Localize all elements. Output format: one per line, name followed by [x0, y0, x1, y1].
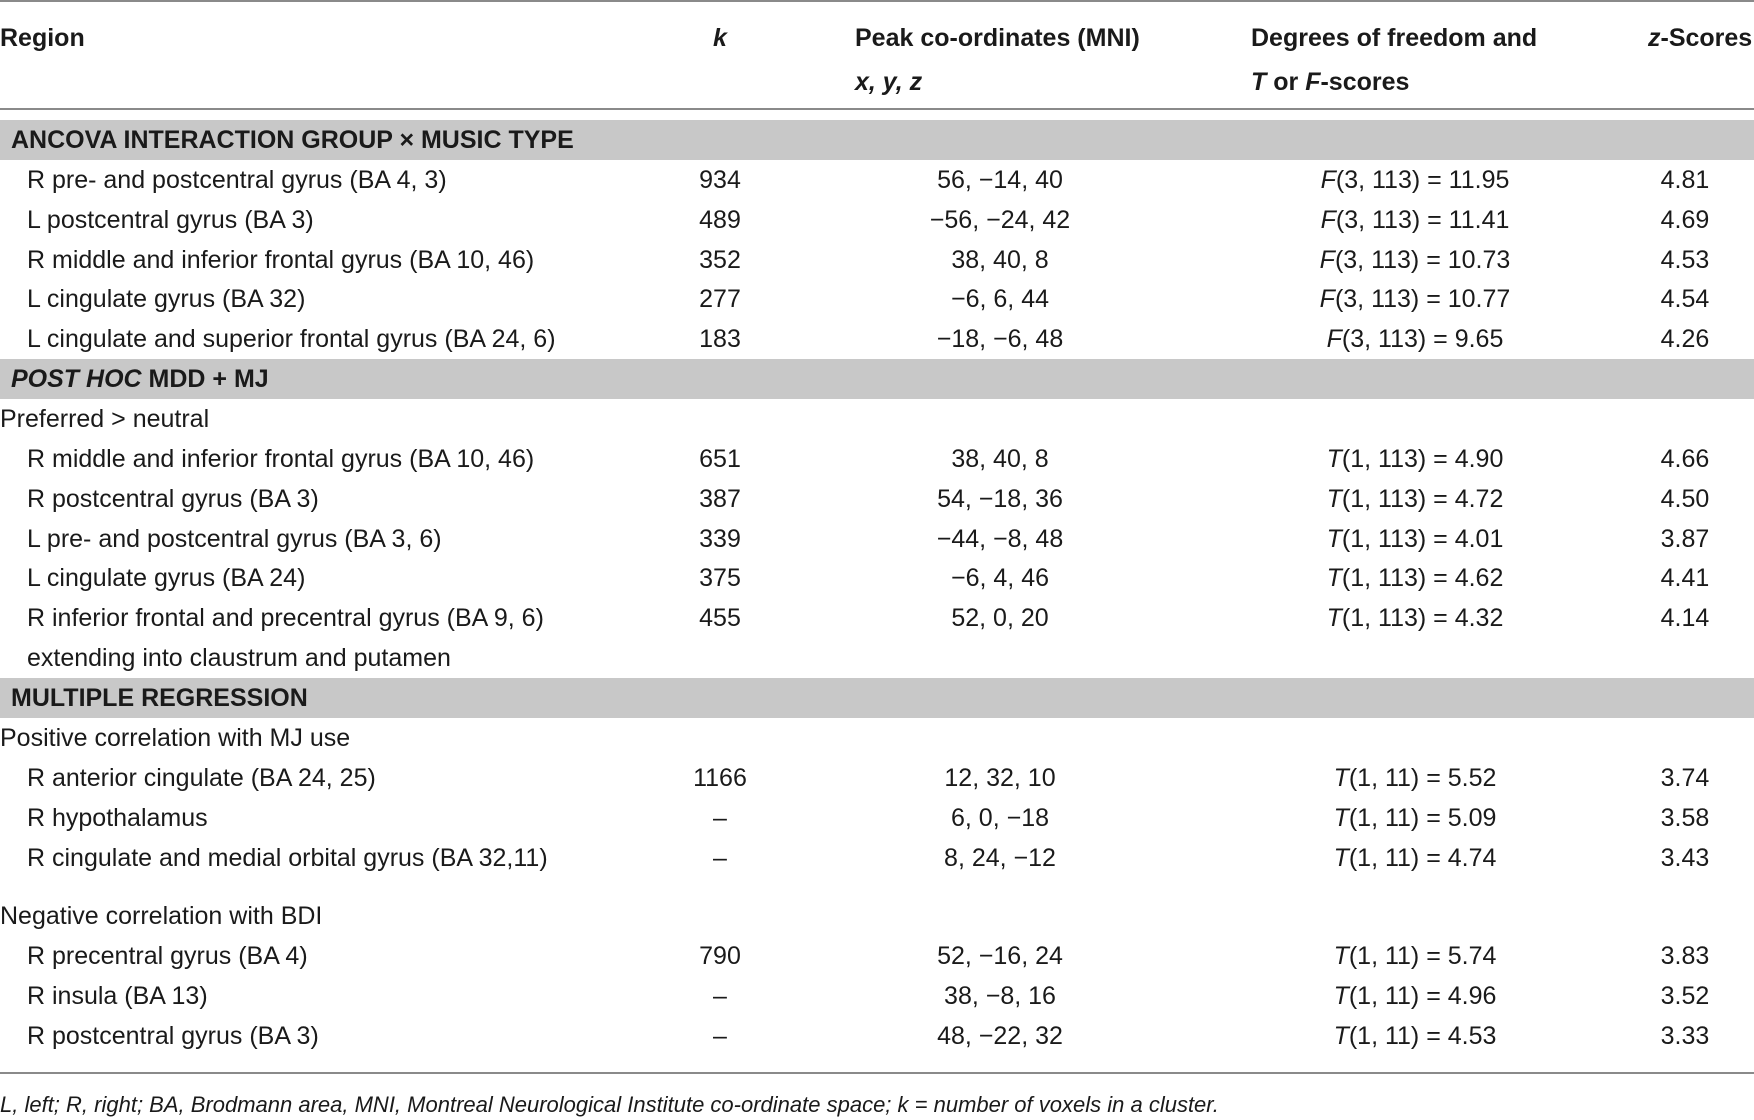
k-cell: 352 — [699, 245, 741, 274]
k-cell: – — [713, 843, 727, 872]
peak-cell: 12, 32, 10 — [944, 764, 1056, 792]
k-cell: – — [713, 803, 727, 832]
peak-cell: 48, −22, 32 — [937, 1021, 1063, 1050]
table-row — [0, 1016, 1754, 1056]
z-cell: 4.26 — [1660, 325, 1710, 354]
subhead-negative — [0, 896, 1754, 936]
stat-letter: T — [1326, 564, 1342, 593]
peak-cell: 52, −16, 24 — [937, 942, 1063, 970]
table-bottom-rule — [0, 1072, 1754, 1074]
table-row — [0, 598, 1754, 638]
subhead-preferred — [0, 399, 1754, 439]
z-cell: 3.58 — [1660, 803, 1710, 832]
stat-letter: T — [1326, 484, 1342, 513]
subhead-label: Preferred > neutral — [0, 405, 210, 433]
region-cell: R cingulate and medial orbital gyrus (BA 32,11) — [27, 843, 548, 872]
z-cell: 4.53 — [1660, 245, 1710, 274]
stat-value: (3, 113) = 11.41 — [1335, 205, 1510, 234]
table-row — [0, 319, 1754, 359]
region-cell: R postcentral gyrus (BA 3) — [27, 1021, 319, 1050]
header-peak-line2: x, y, z — [855, 68, 923, 96]
stat-value: (3, 113) = 10.77 — [1334, 285, 1511, 314]
region-cell: R middle and inferior frontal gyrus (BA 10, 46) — [27, 245, 535, 274]
header-k: k — [713, 24, 727, 52]
table-row — [0, 798, 1754, 838]
header-z: z-Scores — [1648, 24, 1753, 52]
table-row — [0, 838, 1754, 878]
header-stat — [1251, 16, 1537, 104]
region-cell: R insula (BA 13) — [27, 981, 208, 1010]
section-regression — [0, 678, 1754, 718]
table-row — [0, 279, 1754, 319]
stat-letter: T — [1326, 445, 1342, 473]
k-cell: 651 — [699, 445, 741, 473]
stat-letter: F — [1320, 205, 1336, 234]
table-row — [0, 558, 1754, 598]
header-stat-line1: Degrees of freedom and — [1251, 24, 1538, 52]
z-cell: 3.74 — [1660, 764, 1710, 792]
table-footnote: L, left; R, right; BA, Brodmann area, MNI, Montreal Neurological Institute co-ordinate space; k = number of voxels in a cluster. — [0, 1092, 1219, 1117]
header-region: Region — [0, 24, 85, 52]
peak-cell: 54, −18, 36 — [937, 484, 1063, 513]
table-row-continuation — [0, 638, 1754, 678]
region-cell: L postcentral gyrus (BA 3) — [27, 205, 314, 234]
peak-cell: −6, 6, 44 — [951, 285, 1049, 314]
stat-letter: F — [1326, 325, 1342, 354]
section-title: ANCOVA INTERACTION GROUP × MUSIC TYPE — [11, 126, 574, 154]
stat-value: (1, 11) = 4.53 — [1348, 1021, 1497, 1050]
stat-cell — [1220, 200, 1610, 240]
peak-cell: −18, −6, 48 — [936, 325, 1064, 354]
stat-cell — [1220, 936, 1610, 976]
stat-cell — [1220, 319, 1610, 359]
stat-letter: F — [1320, 166, 1336, 194]
k-cell: 790 — [699, 942, 741, 970]
stat-cell — [1220, 439, 1610, 479]
region-cell: L cingulate gyrus (BA 32) — [27, 285, 306, 314]
table-row — [0, 479, 1754, 519]
stat-letter: T — [1333, 764, 1349, 792]
region-cell: R anterior cingulate (BA 24, 25) — [27, 764, 376, 792]
k-cell: 934 — [699, 166, 741, 194]
k-cell: 339 — [699, 524, 741, 553]
table-row — [0, 160, 1754, 200]
stat-cell — [1220, 838, 1610, 878]
subhead-label: Negative correlation with BDI — [0, 902, 323, 930]
z-cell: 4.50 — [1660, 484, 1710, 513]
stat-letter: T — [1333, 981, 1349, 1010]
table-row — [0, 758, 1754, 798]
stat-letter: T — [1333, 1021, 1349, 1050]
stat-value: (3, 113) = 10.73 — [1334, 245, 1511, 274]
stat-letter: T — [1333, 942, 1349, 970]
z-cell: 3.83 — [1660, 942, 1710, 970]
z-cell: 4.81 — [1660, 166, 1710, 194]
region-cell: R hypothalamus — [27, 803, 208, 832]
stat-letter: F — [1319, 245, 1335, 274]
k-cell: 1166 — [693, 764, 747, 792]
k-cell: 375 — [699, 564, 741, 593]
stat-cell — [1220, 1016, 1610, 1056]
header-peak-line1: Peak co-ordinates (MNI) — [855, 24, 1140, 52]
z-cell: 4.41 — [1660, 564, 1710, 593]
stat-value: (1, 113) = 4.01 — [1341, 524, 1504, 553]
subhead-label: Positive correlation with MJ use — [0, 724, 351, 752]
section-posthoc — [0, 359, 1754, 399]
k-cell: 455 — [699, 604, 741, 633]
stat-letter: F — [1319, 285, 1335, 314]
header-peak — [855, 16, 1140, 104]
region-cell: extending into claustrum and putamen — [27, 644, 451, 672]
region-cell: R pre- and postcentral gyrus (BA 4, 3) — [27, 166, 447, 194]
stat-value: (1, 11) = 5.74 — [1348, 942, 1497, 970]
header-rule — [0, 108, 1754, 110]
z-cell: 3.33 — [1660, 1021, 1710, 1050]
k-cell: 183 — [699, 325, 741, 354]
peak-cell: 6, 0, −18 — [951, 803, 1049, 832]
peak-cell: 38, 40, 8 — [951, 445, 1049, 473]
stat-value: (3, 113) = 11.95 — [1335, 166, 1510, 194]
stat-letter: T — [1333, 803, 1349, 832]
table-row — [0, 519, 1754, 559]
peak-cell: 38, −8, 16 — [944, 981, 1056, 1010]
stat-value: (1, 113) = 4.90 — [1341, 445, 1504, 473]
table-row — [0, 976, 1754, 1016]
stat-cell — [1220, 798, 1610, 838]
stat-letter: T — [1326, 524, 1342, 553]
stat-cell — [1220, 279, 1610, 319]
z-cell: 4.54 — [1660, 285, 1710, 314]
k-cell: 387 — [699, 484, 741, 513]
table-row — [0, 439, 1754, 479]
k-cell: – — [713, 981, 727, 1010]
header-stat-line2: T or F-scores — [1251, 68, 1410, 96]
z-cell: 4.66 — [1660, 445, 1710, 473]
peak-cell: −6, 4, 46 — [951, 564, 1049, 593]
stat-value: (1, 11) = 5.52 — [1348, 764, 1497, 792]
region-cell: R inferior frontal and precentral gyrus (BA 9, 6) — [27, 604, 544, 633]
stat-cell — [1220, 519, 1610, 559]
stat-value: (3, 113) = 9.65 — [1341, 325, 1504, 354]
peak-cell: −44, −8, 48 — [936, 524, 1064, 553]
stat-cell — [1220, 558, 1610, 598]
peak-cell: −56, −24, 42 — [929, 205, 1071, 234]
stat-value: (1, 11) = 5.09 — [1348, 803, 1497, 832]
stat-value: (1, 113) = 4.72 — [1341, 484, 1504, 513]
peak-cell: 56, −14, 40 — [937, 166, 1063, 194]
region-cell: R postcentral gyrus (BA 3) — [27, 484, 319, 513]
z-cell: 3.87 — [1660, 524, 1710, 553]
z-cell: 4.69 — [1660, 205, 1710, 234]
table-top-rule — [0, 0, 1754, 2]
z-cell: 3.43 — [1660, 843, 1710, 872]
stat-cell — [1220, 240, 1610, 280]
stat-letter: T — [1333, 843, 1349, 872]
z-cell: 4.14 — [1660, 604, 1710, 633]
region-cell: R middle and inferior frontal gyrus (BA 10, 46) — [27, 445, 535, 473]
peak-cell: 8, 24, −12 — [944, 843, 1056, 872]
section-title: MULTIPLE REGRESSION — [11, 684, 308, 712]
section-title: POST HOC MDD + MJ — [11, 365, 269, 393]
table-row — [0, 240, 1754, 280]
peak-cell: 38, 40, 8 — [951, 245, 1049, 274]
stat-value: (1, 11) = 4.74 — [1348, 843, 1497, 872]
region-cell: L cingulate and superior frontal gyrus (BA 24, 6) — [27, 325, 556, 354]
table-row — [0, 200, 1754, 240]
region-cell: L cingulate gyrus (BA 24) — [27, 564, 306, 593]
stat-cell — [1220, 976, 1610, 1016]
stat-cell — [1220, 160, 1610, 200]
subhead-positive — [0, 718, 1754, 758]
stat-value: (1, 11) = 4.96 — [1348, 981, 1497, 1010]
stat-value: (1, 113) = 4.32 — [1341, 604, 1504, 633]
k-cell: – — [713, 1021, 727, 1050]
stat-letter: T — [1326, 604, 1342, 633]
peak-cell: 52, 0, 20 — [951, 604, 1049, 633]
k-cell: 277 — [699, 285, 741, 314]
z-cell: 3.52 — [1660, 981, 1710, 1010]
k-cell: 489 — [699, 205, 741, 234]
stat-cell — [1220, 758, 1610, 798]
stat-value: (1, 113) = 4.62 — [1341, 564, 1504, 593]
stat-cell — [1220, 479, 1610, 519]
region-cell: L pre- and postcentral gyrus (BA 3, 6) — [27, 524, 442, 553]
table-row — [0, 936, 1754, 976]
region-cell: R precentral gyrus (BA 4) — [27, 942, 308, 970]
section-ancova — [0, 120, 1754, 160]
stat-cell — [1220, 598, 1610, 638]
